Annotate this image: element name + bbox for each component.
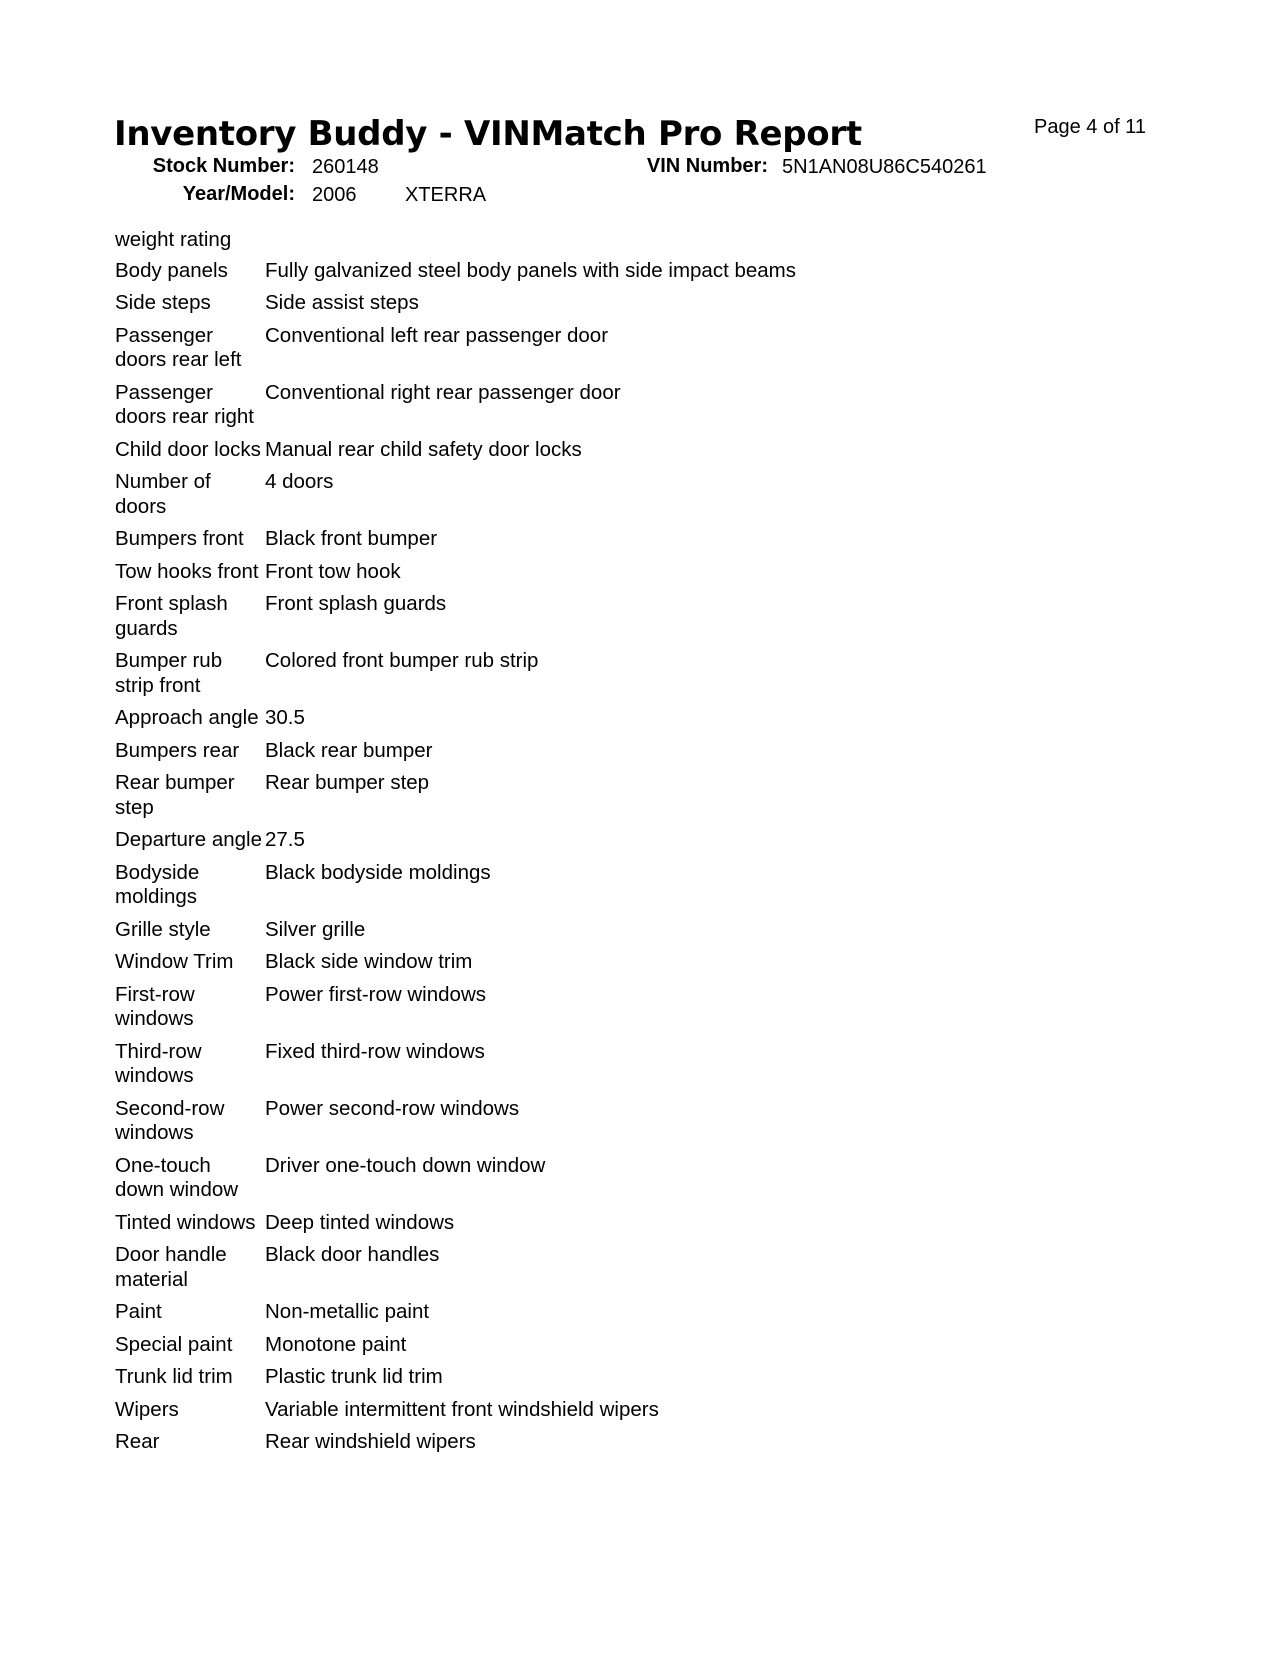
spec-value: Black front bumper	[265, 527, 438, 550]
spec-value: Fixed third-row windows	[265, 1039, 485, 1063]
spec-row	[115, 1430, 1165, 1463]
spec-row	[115, 1097, 1165, 1154]
spec-row	[115, 1300, 1165, 1333]
spec-value: Rear windshield wipers	[265, 1430, 476, 1453]
spec-value: Black rear bumper	[265, 738, 433, 762]
spec-name: Bumper rub strip front	[115, 649, 223, 697]
spec-name: Door handle material	[115, 1243, 227, 1291]
model-value: XTERRA	[405, 184, 487, 206]
stock-number-value: 260148	[312, 156, 379, 178]
spec-value: Monotone paint	[265, 1332, 407, 1356]
spec-row	[115, 861, 1165, 918]
spec-value: Manual rear child safety door locks	[265, 437, 582, 461]
spec-value: Power second-row windows	[265, 1096, 520, 1120]
spec-row	[115, 1243, 1165, 1300]
spec-list	[115, 228, 1165, 1463]
spec-value: Black bodyside moldings	[265, 860, 491, 884]
vin-number-value: 5N1AN08U86C540261	[782, 156, 987, 178]
spec-value: Plastic trunk lid trim	[265, 1365, 443, 1388]
spec-value: Deep tinted windows	[265, 1210, 455, 1234]
spec-name: First-row windows	[115, 982, 195, 1030]
spec-name: Bumpers rear	[115, 738, 240, 762]
spec-name: Bodyside moldings	[115, 860, 200, 908]
spec-name: Front splash guards	[115, 592, 228, 640]
spec-row	[115, 706, 1165, 739]
spec-name: Window Trim	[115, 950, 234, 973]
page-title: Inventory Buddy - VINMatch Pro Report	[114, 114, 862, 154]
spec-value: Fully galvanized steel body panels with side impact beams	[265, 258, 796, 282]
spec-name: Tow hooks front	[115, 559, 259, 583]
spec-name: Special paint	[115, 1332, 233, 1356]
spec-row	[115, 739, 1165, 772]
year-model-label: Year/Model:	[182, 183, 295, 205]
spec-name: Passenger doors rear left	[115, 323, 242, 371]
spec-value: Black door handles	[265, 1243, 440, 1266]
spec-name: One-touch down window	[115, 1153, 239, 1201]
spec-value: Non-metallic paint	[265, 1300, 430, 1323]
vin-number-label: VIN Number:	[646, 155, 768, 177]
spec-name: Third-row windows	[115, 1039, 202, 1087]
spec-row	[115, 259, 1165, 292]
year-value: 2006	[312, 184, 357, 206]
spec-value: Side assist steps	[265, 291, 419, 314]
spec-value: Front splash guards	[265, 592, 447, 615]
spec-name: Grille style	[115, 917, 211, 941]
spec-row	[115, 1154, 1165, 1211]
spec-row	[115, 950, 1165, 983]
spec-row	[115, 470, 1165, 527]
spec-name: Rear bumper step	[115, 771, 235, 819]
spec-name: Wipers	[115, 1397, 179, 1421]
spec-name: Tinted windows	[115, 1210, 256, 1234]
spec-value: Silver grille	[265, 917, 366, 941]
spec-name: Passenger doors rear right	[115, 380, 255, 428]
spec-row	[115, 228, 1165, 259]
spec-name: Trunk lid trim	[115, 1365, 233, 1388]
spec-name: Side steps	[115, 291, 211, 314]
spec-row	[115, 291, 1165, 324]
stock-number-label: Stock Number:	[152, 155, 295, 177]
spec-row	[115, 828, 1165, 861]
spec-value	[265, 228, 1165, 253]
spec-row	[115, 1398, 1165, 1431]
spec-value: Conventional left rear passenger door	[265, 323, 609, 347]
spec-value: Conventional right rear passenger door	[265, 380, 621, 404]
spec-name: weight rating	[115, 228, 232, 251]
spec-name: Second-row windows	[115, 1096, 225, 1144]
spec-name: Approach angle	[115, 706, 259, 729]
spec-value: 30.5	[265, 706, 305, 729]
spec-name: Rear	[115, 1430, 160, 1453]
spec-value: Variable intermittent front windshield wipers	[265, 1397, 659, 1421]
spec-row	[115, 1333, 1165, 1366]
spec-name: Bumpers front	[115, 527, 244, 550]
spec-row	[115, 560, 1165, 593]
spec-row	[115, 1040, 1165, 1097]
spec-name: Number of doors	[115, 470, 211, 518]
spec-name: Paint	[115, 1300, 162, 1323]
spec-row	[115, 649, 1165, 706]
spec-value: 27.5	[265, 828, 305, 851]
spec-value: Colored front bumper rub strip	[265, 649, 539, 672]
spec-value: Black side window trim	[265, 950, 473, 973]
spec-row	[115, 1211, 1165, 1244]
spec-name: Body panels	[115, 258, 228, 282]
page-number: Page 4 of 11	[1034, 116, 1146, 138]
spec-value: Driver one-touch down window	[265, 1153, 546, 1177]
spec-name: Departure angle	[115, 828, 263, 851]
spec-row	[115, 381, 1165, 438]
spec-row	[115, 918, 1165, 951]
spec-value: Rear bumper step	[265, 771, 430, 794]
spec-value: Power first-row windows	[265, 982, 486, 1006]
spec-row	[115, 983, 1165, 1040]
spec-name: Child door locks	[115, 437, 261, 461]
spec-row	[115, 438, 1165, 471]
spec-row	[115, 527, 1165, 560]
spec-value: Front tow hook	[265, 559, 401, 583]
spec-row	[115, 771, 1165, 828]
spec-value: 4 doors	[265, 470, 334, 493]
spec-row	[115, 592, 1165, 649]
spec-row	[115, 1365, 1165, 1398]
spec-row	[115, 324, 1165, 381]
